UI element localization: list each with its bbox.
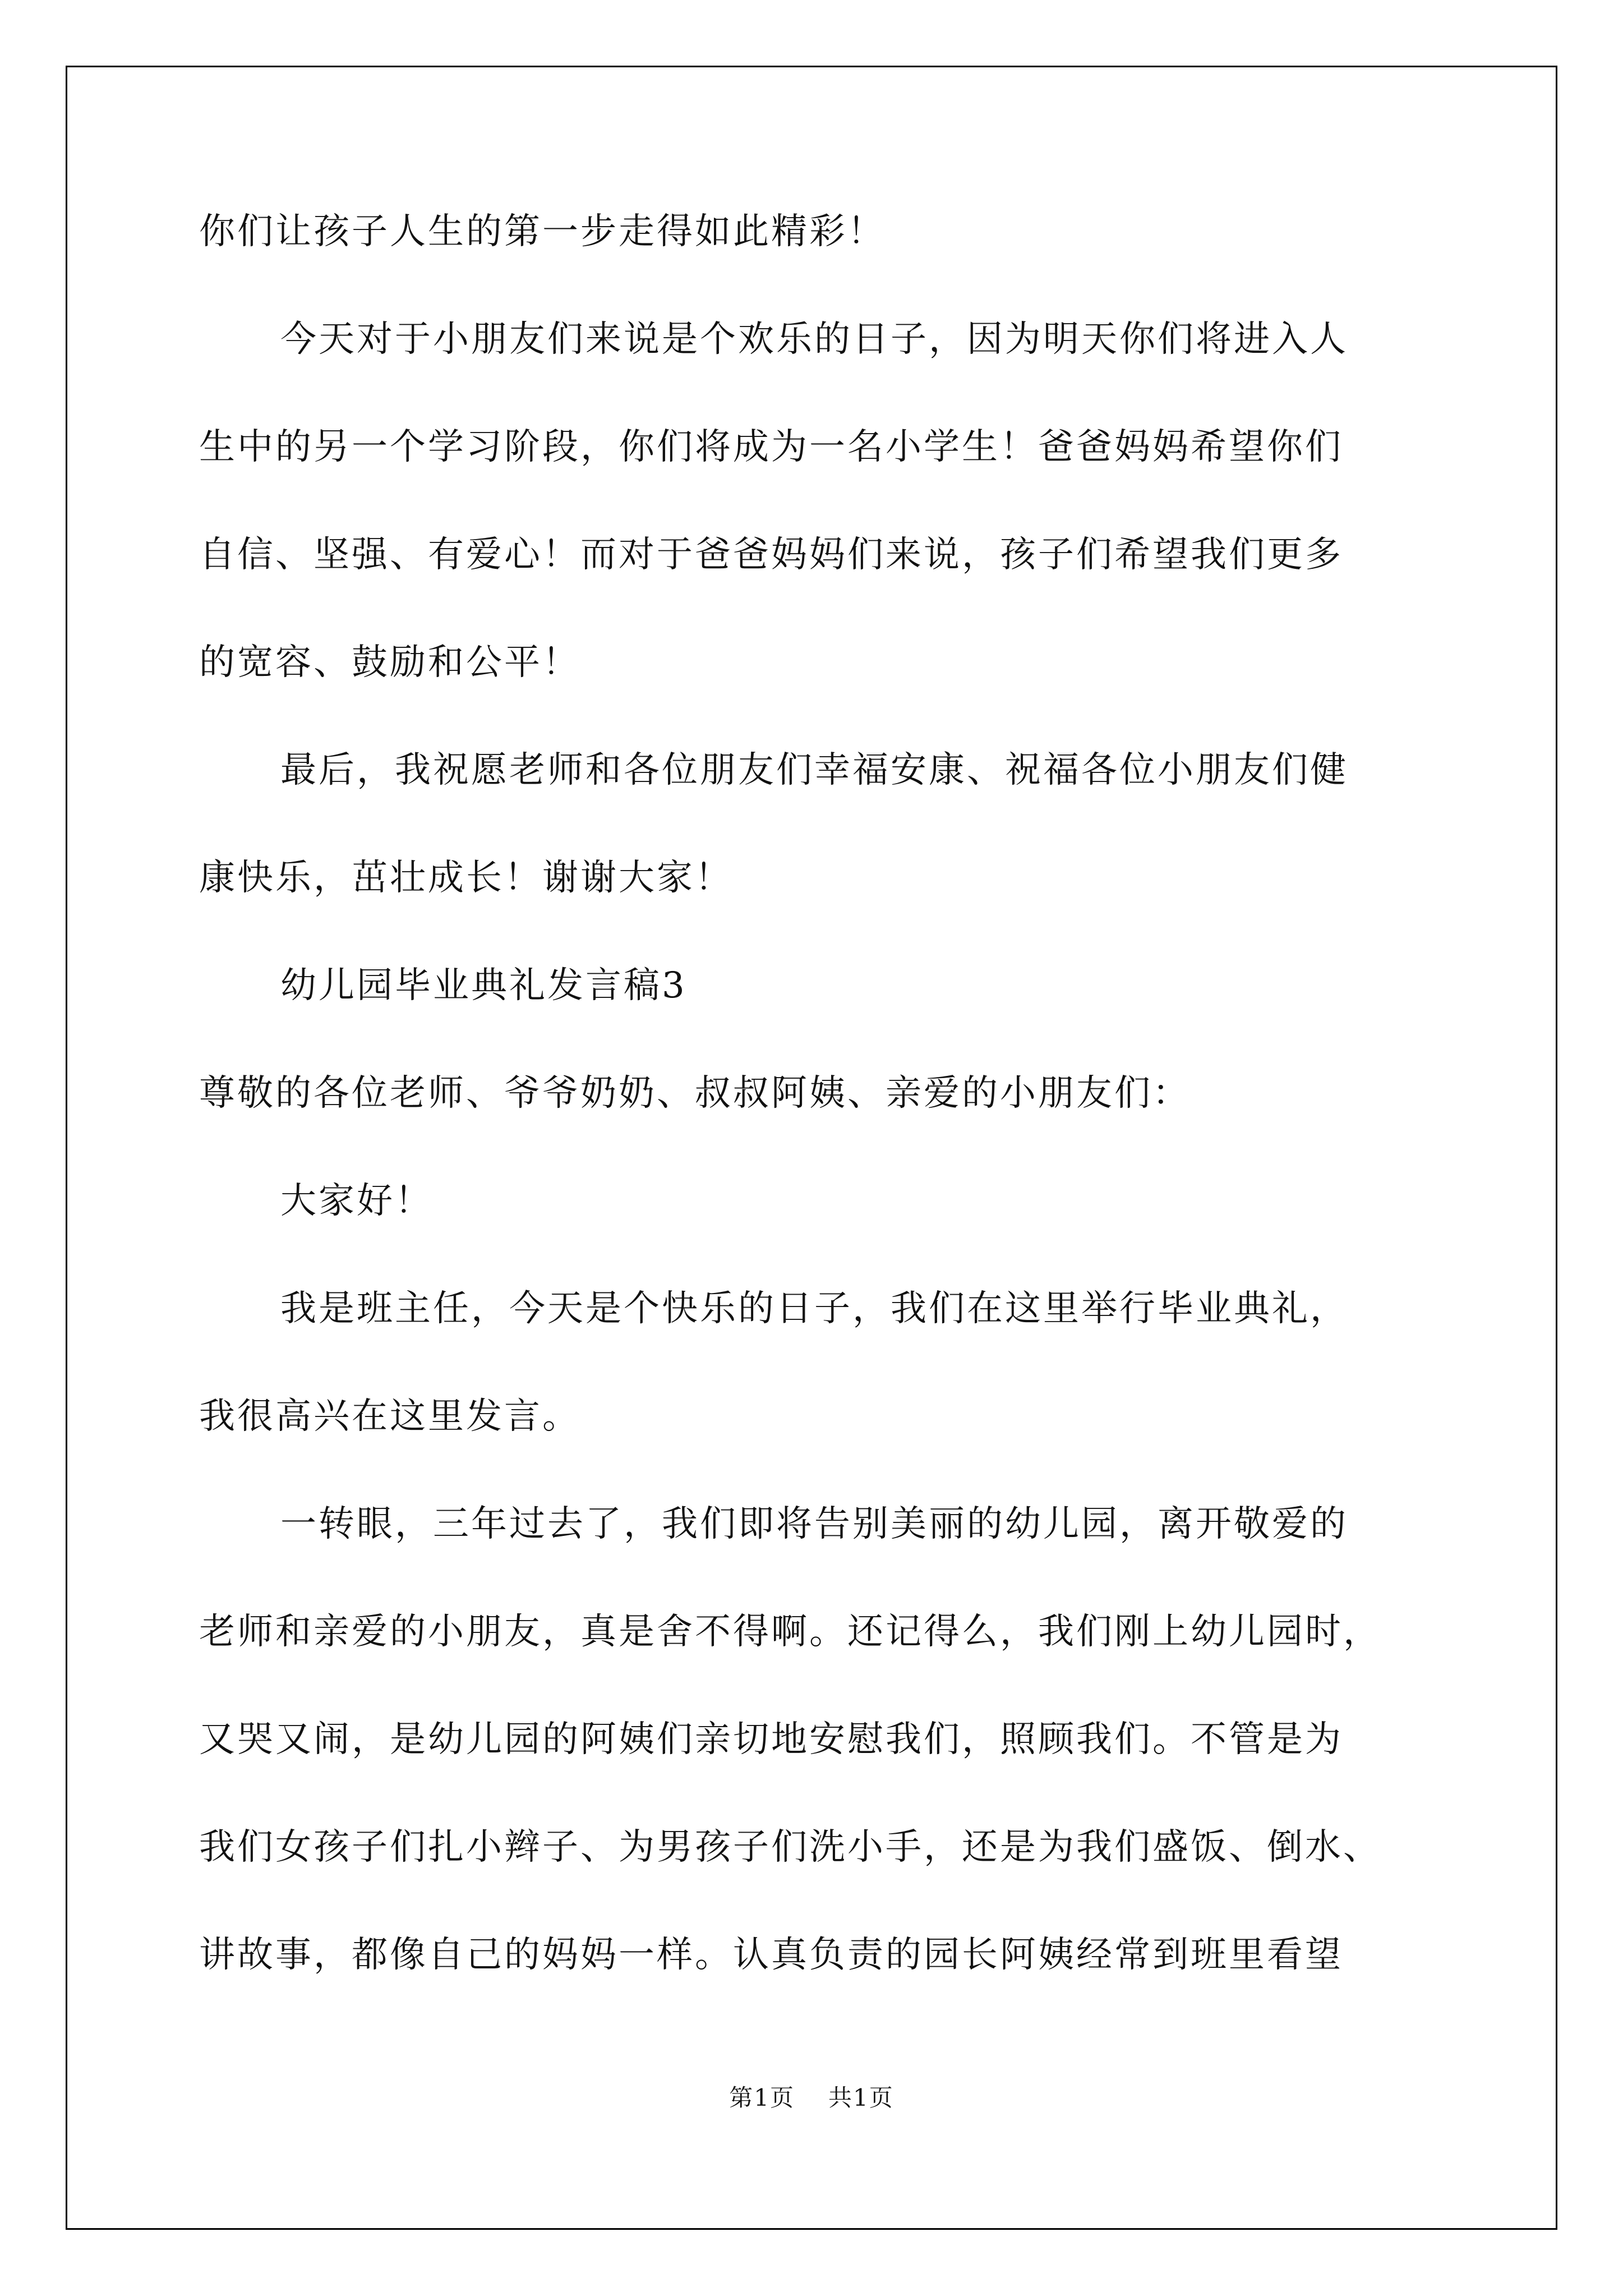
paragraph-line: 今天对于小朋友们来说是个欢乐的日子，因为明天你们将进入人 (280, 319, 1348, 360)
text-line: 康快乐，茁壮成长！谢谢大家！ (199, 857, 733, 899)
page-number-total: 共1页 (828, 2084, 894, 2111)
text-line: 老师和亲爱的小朋友，真是舍不得啊。还记得么，我们刚上幼儿园时， (199, 1611, 1381, 1653)
page-number-current: 第1页 (729, 2084, 795, 2111)
salutation-line: 尊敬的各位老师、爷爷奶奶、叔叔阿姨、亲爱的小朋友们： (199, 1073, 1191, 1114)
text-line: 的宽容、鼓励和公平！ (199, 642, 580, 683)
page-footer (0, 2081, 1623, 2115)
text-line: 自信、坚强、有爱心！而对于爸爸妈妈们来说，孩子们希望我们更多 (199, 534, 1343, 576)
section-heading: 幼儿园毕业典礼发言稿3 (280, 965, 687, 1006)
text-line: 讲故事，都像自己的妈妈一样。认真负责的园长阿姨经常到班里看望 (199, 1934, 1343, 1976)
paragraph-line: 一转眼，三年过去了，我们即将告别美丽的幼儿园，离开敬爱的 (280, 1503, 1348, 1545)
text-line: 我们女孩子们扎小辫子、为男孩子们洗小手，还是为我们盛饭、倒水、 (199, 1826, 1381, 1868)
page-border (66, 66, 1557, 2230)
paragraph-line: 我是班主任，今天是个快乐的日子，我们在这里举行毕业典礼， (280, 1288, 1348, 1329)
text-line: 又哭又闹，是幼儿园的阿姨们亲切地安慰我们，照顾我们。不管是为 (199, 1719, 1343, 1760)
text-line: 生中的另一个学习阶段，你们将成为一名小学生！爸爸妈妈希望你们 (199, 426, 1343, 468)
paragraph-line: 最后，我祝愿老师和各位朋友们幸福安康、祝福各位小朋友们健 (280, 749, 1348, 791)
text-line: 你们让孩子人生的第一步走得如此精彩！ (199, 211, 886, 252)
greeting-line: 大家好！ (280, 1180, 433, 1222)
text-line: 我很高兴在这里发言。 (199, 1396, 580, 1437)
